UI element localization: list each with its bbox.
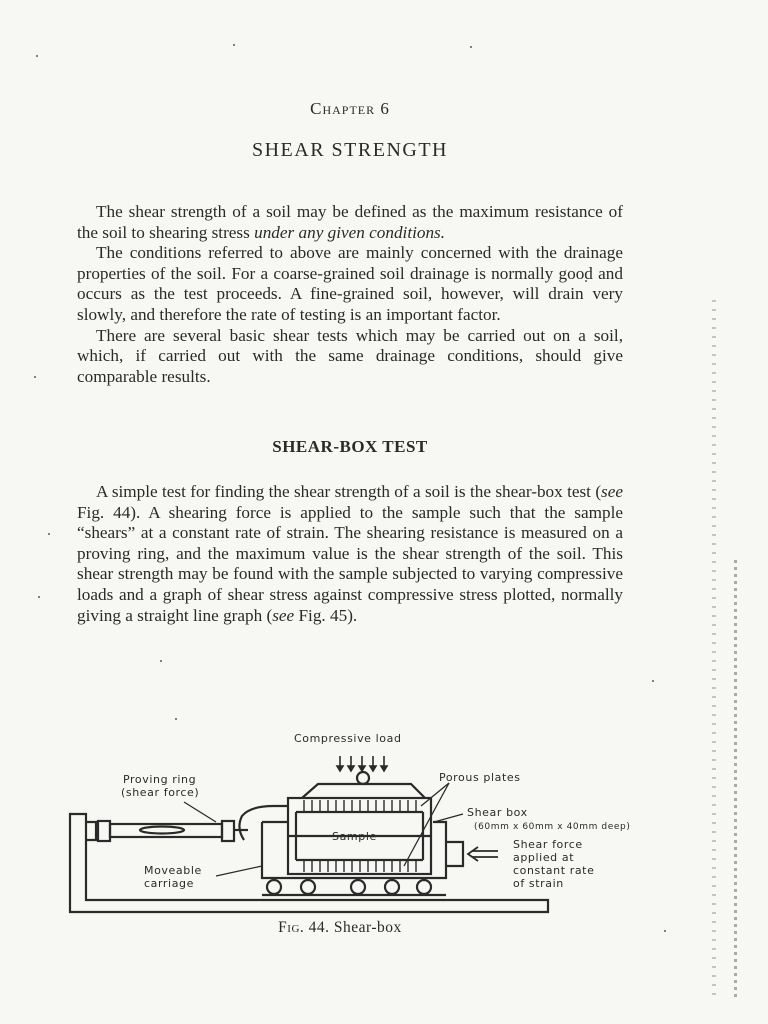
section-paragraph [77,482,623,626]
load-arrows [337,756,387,771]
scan-speck [470,46,472,48]
section-text: Fig. 44). A shearing force is applied to the sample such that the sample “shears” at a constant rate of strain. The shearing resistance is measured on a proving ring, and the maximum value is the shear strength of the soil. This shear strength may be found with the sample subjected to varying compressive loads and a graph of shear stress against compressive stress plotted, normally giving a straight line graph ( [77,502,623,625]
label-proving-ring: Proving ring [123,773,197,786]
wheel [385,880,399,894]
intro-paragraphs [77,202,623,387]
label-sample: Sample [332,830,377,843]
label-shear-box-dims: (60mm x 60mm x 40mm deep) [474,822,631,832]
figure-caption [0,919,680,937]
ring-end-left [98,821,110,841]
scan-edge-noise [734,560,737,1000]
wheel [417,880,431,894]
intro-paragraph-2: The conditions referred to above are mainly concerned with the drainage properties of the soil. For a coarse-grained soil drainage is normally good and occurs as the test proceeds. A fine-grained soil, however, will drain very slowly, and therefore the rate of testing is an important factor. [77,243,623,324]
ring-end-right [222,821,234,841]
scan-speck [175,718,177,720]
leader-shear-box [434,814,463,822]
intro-paragraph-1 [77,202,623,243]
shear-box-diagram [66,726,646,916]
load-ball [357,772,369,784]
intro-text: The shear strength of a soil may be defined as the maximum resistance of the soil to shearing stress [77,202,623,242]
section-heading: SHEAR-BOX TEST [272,437,428,456]
chapter-heading [0,99,700,119]
chapter-word: Chapter [310,99,376,118]
scan-speck [34,376,36,378]
leader-porous-bottom [404,783,449,866]
label-shear-force: constant rate [513,864,595,877]
end-bracket [86,822,96,840]
scan-speck [38,596,40,598]
leader-proving-ring [184,802,216,822]
label-shear-force: of strain [513,877,564,890]
label-proving-ring-sub: (shear force) [121,786,200,799]
scan-speck [36,55,38,57]
label-moveable-carriage-sub: carriage [144,877,194,890]
label-moveable-carriage: Moveable [144,864,202,877]
wheel [267,880,281,894]
scan-speck [160,660,162,662]
wheel [351,880,365,894]
see-ref: see [272,605,295,625]
proving-ring [140,827,184,834]
label-shear-force: applied at [513,851,575,864]
label-shear-box: Shear box [467,806,528,819]
caption-text: Shear-box [333,919,402,936]
load-platen [302,784,425,798]
leader-porous-top [421,783,449,806]
scan-edge-noise [712,300,716,1000]
caption-prefix: Fig. 44. [278,919,330,936]
carriage-handle [446,842,463,866]
page-title: SHEAR STRENGTH [251,139,448,161]
intro-paragraph-3: There are several basic shear tests which may be carried out on a soil, which, if carried out with the same drainage conditions, should give comparable results. [77,325,623,386]
section-body [77,482,623,626]
scan-speck [48,533,50,535]
label-compressive-load: Compressive load [294,732,402,745]
scan-speck [652,680,654,682]
see-ref: see [601,482,623,501]
shear-force-arrow [468,847,498,861]
wheel [301,880,315,894]
section-text: Fig. 45). [294,605,358,625]
intro-emphasis: under any given conditions. [254,222,446,242]
label-porous-plates: Porous plates [439,771,521,784]
chapter-number: 6 [380,99,390,118]
section-text: A simple test for finding the shear strength of a soil is the shear-box test ( [96,482,602,501]
scan-speck [233,44,235,46]
leader-carriage [216,866,262,876]
label-shear-force: Shear force [513,838,583,851]
